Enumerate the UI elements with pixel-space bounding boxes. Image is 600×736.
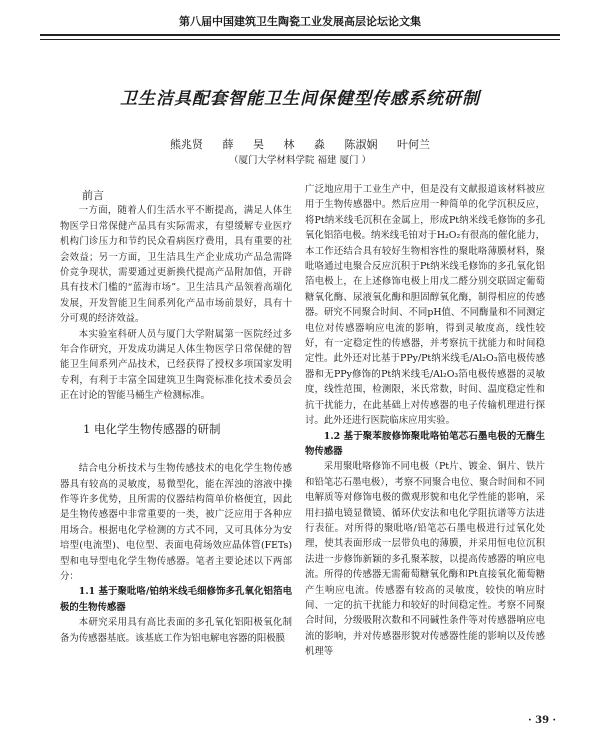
paper-title: 卫生洁具配套智能卫生间保健型传感系统研制 bbox=[120, 89, 480, 109]
paragraph: 结合电分析技术与生物传感技术的电化学生物传感器具有较高的灵敏度，易微型化，能在浑浊的溶液中操作等许多优势，且所需的仪器结构简单价格便宜，因此是生物传感器中非常重要的一类，被广泛应用于各种应用场合。根据电化学检测的方式不同，又可具体分为安培型(电流型)、电位型、表面电荷场效应晶体管(FETs)型和电导型电化学生物传感器。笔者主要论述以下两部分： bbox=[60, 463, 292, 582]
paragraph: 一方面，随着人们生活水平不断提高，满足人体生物医学日常保健产品具有实际需求，有望缓解专业医疗机构门诊压力和节约民众看病医疗费用，具有重要的社会效益；另一方面，卫生洁具生产企业成功产品急需降价竞争现状，需要通过更新换代提高产品附加值，开辟具有技术门槛的“蓝海市场”。卫生洁具产品领着高端化发展，开发智能卫生间系列化产品市场前景好，具有十分可观的经济效益。 bbox=[60, 205, 292, 325]
paragraph: 本研究采用具有高比表面的多孔氧化铝阳极氧化制备为传感器基底。该基底工作为铝电解电容器的阳极膜 bbox=[60, 617, 292, 644]
author: 陈淑娴 bbox=[344, 138, 378, 151]
affiliation: （厦门大学材料学院 福建 厦门 ） bbox=[228, 155, 372, 166]
running-title: 第八届中国建筑卫生陶瓷工业发展高层论坛论文集 bbox=[179, 15, 421, 28]
author: 昊 bbox=[253, 138, 264, 151]
page-number: · 39 · bbox=[528, 715, 556, 726]
section-heading: 1 电化学生物传感器的研制 bbox=[83, 421, 221, 436]
paragraph: 采用聚吡咯修饰不同电极（Pt片、镀金、铜片、铁片和铅笔芯石墨电极），考察不同聚合电位、聚合时间和不同电解质等对修饰电极的微观形貌和电化学性能的影响，采用扫描电镜显微镜、循环伏安法和电化学阻抗谱等方法进行表征。对所得的聚吡咯/铅笔芯石墨电极进行过氧化处理，使其表面形成一层带负电的薄膜，并采用恒电位沉积法进一步修饰新颖的多孔聚苯胺，以提高传感器的响应电流。所得的传感器无需葡萄糖氧化酶和Pt直接氧化葡萄糖产生响应电流。传感器有较高的灵敏度，较快的响应时间、一定的抗干扰能力和较好的时间稳定性。考察不同聚合时间，分级吸附次数和不同碱性条件等对传感器响应电流的影响，并对传感器形貌对传感器性能的影响以及传感机理等 bbox=[305, 461, 545, 658]
author: 淼 bbox=[314, 138, 325, 151]
running-header bbox=[40, 10, 560, 36]
paragraph: 本实验室科研人员与厦门大学附属第一医院经过多年合作研究，开发成功满足人体生物医学日常保健的智能卫生间系列产品技术，已经获得了授权多项国家发明专利，有利于丰富全国建筑卫生陶瓷标准化技术委员会正在讨论的智能马桶生产检测标准。 bbox=[60, 328, 292, 402]
right-column bbox=[305, 182, 545, 660]
author-list bbox=[40, 136, 560, 152]
author: 薛 bbox=[222, 138, 234, 151]
author: 熊兆贤 bbox=[170, 138, 203, 151]
subsection-heading: 1.1 基于聚吡咯/铂纳米线毛细修饰多孔氧化铝箔电极的生物传感器 bbox=[60, 586, 292, 613]
preface-heading: 前言 bbox=[82, 189, 104, 202]
subsection-heading: 1.2 基于聚苯胺修饰聚吡咯铂笔芯石墨电极的无酶生物传感器 bbox=[305, 430, 545, 457]
left-column bbox=[60, 188, 292, 646]
header-rule bbox=[40, 39, 560, 40]
paragraph: 广泛地应用于工业生产中，但是没有文献报道该材料被应用于生物传感器中。然后应用一种简单的化学沉积反应，将Pt纳米线毛沉积在金属上，形成Pt纳米线毛修饰的多孔氧化铝箔电极。纳米线毛铂对于H₂O₂有很高的催化能力，本工作还结合具有较好生物相容性的聚吡咯薄膜材料，聚吡咯通过电聚合反应沉积于Pt纳米线毛修饰的多孔氧化铝箔电极上，在上述修饰电极上用戊二醛分别交联固定葡萄糖氧化酶、尿液氧化酶和胆固醇氧化酶，制得相应的传感器。研究不同聚合时间、不同pH值、不同酶量和不同测定电位对传感器响应电流的影响，得到灵敏度高，线性较好，有一定稳定性的传感器，并考察抗干扰能力和时间稳定性。此外还对比基于PPy/Pt纳米线毛/Al₂O₃箔电极传感器和无PPy修饰的Pt纳米线毛/Al₂O₃箔电极传感器的灵敏度，线性范围，检测限，米氏常数，时间、温度稳定性和抗干扰能力，在此基础上对传感器的电子传输机理进行探讨。此外还进行医院临床应用实验。 bbox=[305, 184, 545, 427]
author: 林 bbox=[283, 138, 295, 151]
author: 叶何兰 bbox=[397, 138, 430, 151]
